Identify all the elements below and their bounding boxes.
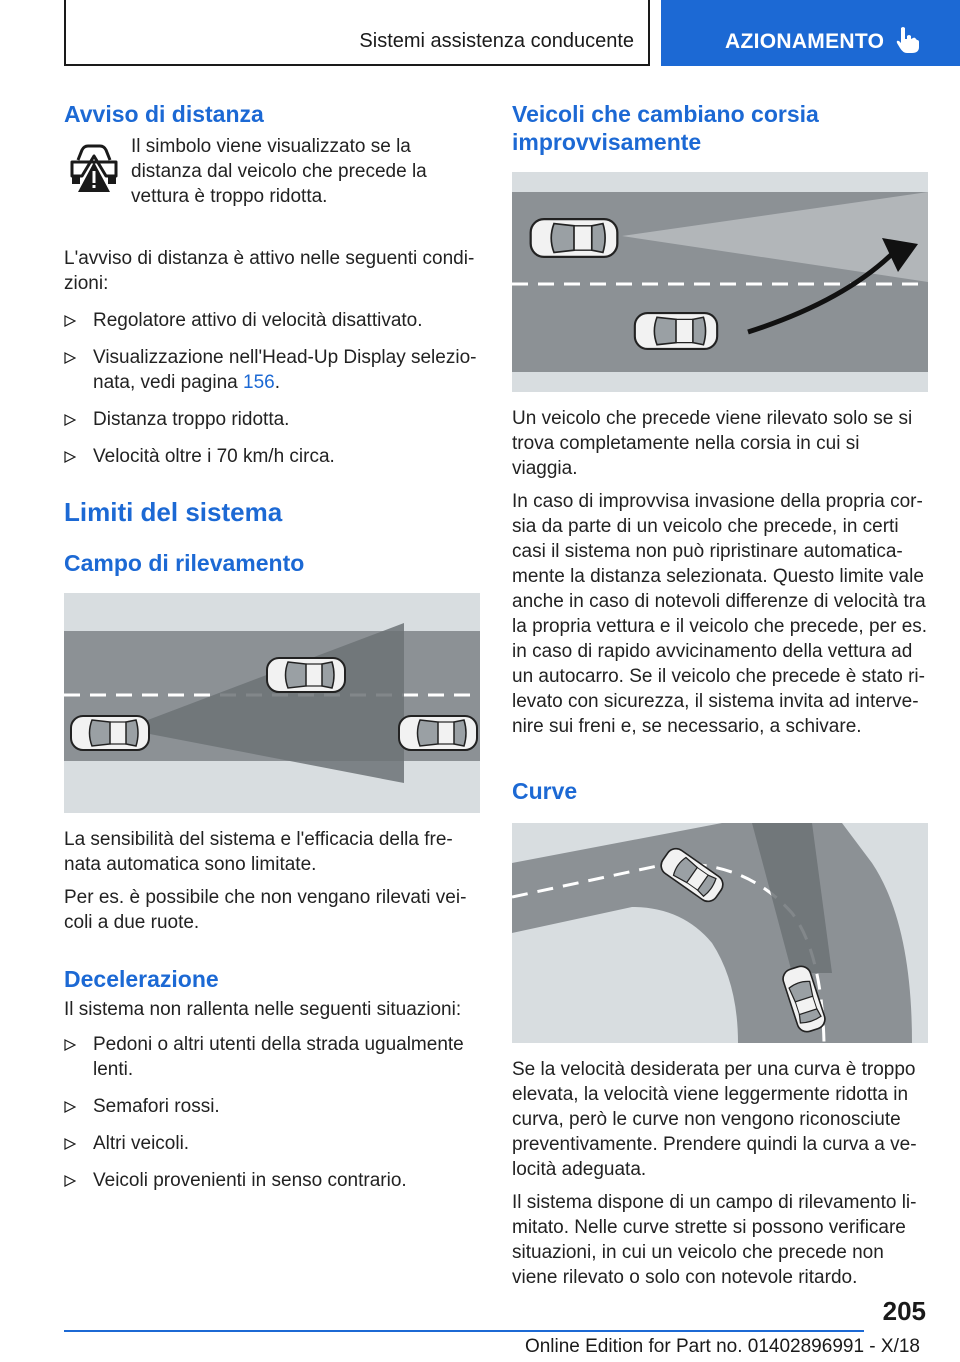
header-section-title: Sistemi assistenza conducente [359,30,634,52]
range-paragraph-2: Per es. è possibile che non vengano rilevati veicoli a due ruote. [64,887,467,933]
car-warning-icon [68,140,120,196]
heading-curves: Curve [512,778,578,804]
figure-curves [512,823,928,1043]
heading-distance-warning: Avviso di distanza [64,101,264,127]
warning-text: Il simbolo viene visualizzato se la distanza dal veicolo che precede la vettura è troppo ridotta. [131,136,427,207]
bullet-triangle-icon [64,451,76,463]
bullet-triangle-icon [64,315,76,327]
list-item: Visualizzazione nell'Head-Up Display selezionata, vedi pagina 156. [64,345,480,395]
header-chapter-title: AZIONAMENTO [725,30,885,53]
page-link[interactable]: 156 [243,372,275,393]
curves-paragraph-2: Il sistema dispone di un campo di rilevamento limitato. Nelle curve strette si possono verificare situazioni, in cui un veicolo che precede non viene rilevato o solo con notevole ritardo. [512,1192,917,1288]
right-column [512,100,928,1290]
hand-pointer-icon [895,26,921,54]
figure-lane-change [512,172,928,392]
range-paragraph-1: La sensibilità del sistema e l'efficacia della frenata automatica sono limitate. [64,829,453,875]
curves-paragraph-1: Se la velocità desiderata per una curva è troppo elevata, la velocità viene leggermente ridotta in curva, però le curve non vengono riconosciute preventivamente. Prendere quindi la curva a velocità adeguata. [512,1059,917,1180]
lane-paragraph-1: Un veicolo che precede viene rilevato solo se si trova completamente nella corsia in cui si viaggia. [512,408,913,479]
heading-lane-change: Veicoli che cambiano corsia improvvisamente [512,101,819,155]
distance-intro: L'avviso di distanza è attivo nelle seguenti condizioni: [64,248,475,294]
figure-detection-range [64,593,480,813]
left-column [64,100,480,1193]
heading-deceleration: Decelerazione [64,966,219,992]
bullet-triangle-icon [64,1175,76,1187]
list-item: Veicoli provenienti in senso contrario. [64,1168,480,1193]
deceleration-intro: Il sistema non rallenta nelle seguenti situazioni: [64,999,462,1020]
list-item: Velocità oltre i 70 km/h circa. [64,444,480,469]
list-item: Distanza troppo ridotta. [64,407,480,432]
conditions-list [64,308,480,469]
heading-detection-range: Campo di rilevamento [64,550,305,576]
header-section-tab [64,0,650,66]
list-item: Altri veicoli. [64,1131,480,1156]
warning-note [64,134,480,222]
deceleration-list [64,1032,480,1193]
bullet-triangle-icon [64,1101,76,1113]
header-chapter-tab [661,0,960,66]
footer-edition: Online Edition for Part no. 01402896991 - X/18 [524,1336,920,1357]
bullet-triangle-icon [64,1039,76,1051]
list-item: Regolatore attivo di velocità disattivato. [64,308,480,333]
page-number: 205 [882,1296,926,1326]
list-item: Semafori rossi. [64,1094,480,1119]
bullet-triangle-icon [64,352,76,364]
footer-divider [64,1330,864,1332]
lane-paragraph-2: In caso di improvvisa invasione della propria corsia da parte di un veicolo che precede, in certi casi il sistema non può ripristinare automaticamente la distanza selezionata. Questo limite vale anche in caso di notevoli differenze di velocità tra la propria vettura e il veicolo che precede, per es. in caso di rapido avvicinamento della vettura ad un autocarro. Se il veicolo che precede è stato rilevato con sicurezza, il sistema invita ad intervenire sui freni e, se necessario, a schivare. [512,491,928,737]
list-item: Pedoni o altri utenti della strada ugualmente lenti. [64,1032,480,1082]
bullet-triangle-icon [64,1138,76,1150]
bullet-triangle-icon [64,414,76,426]
heading-system-limits: Limiti del sistema [64,497,283,527]
